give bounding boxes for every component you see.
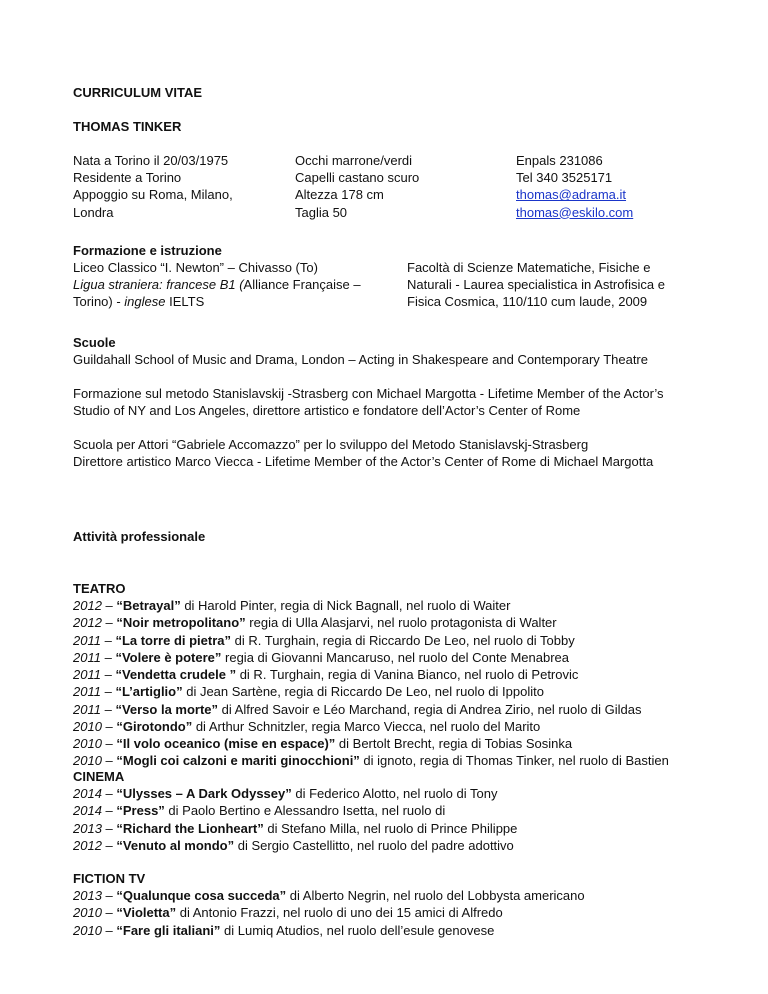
language-school: Alliance Française – [243,277,361,293]
entry-details: di Lumiq Atudios, nel ruolo dell’esule genovese [220,922,495,938]
eyes-info: Occhi marrone/verdi [295,153,413,168]
entry-year: 2011 [73,701,101,717]
entry-title: “Fare gli italiani” [116,922,221,938]
entry-details: di Jean Sartène, regia di Riccardo De Leo, nel ruolo di Ippolito [182,684,544,700]
list-item: 2011 – “La torre di pietra” di R. Turghain, regia di Riccardo De Leo, nel ruolo di Tobby [73,632,575,648]
schools-heading: Scuole [73,335,116,350]
entry-details: di Antonio Frazzi, nel ruolo di uno dei 15 amici di Alfredo [176,905,503,921]
entry-year: 2014 [73,803,102,819]
entry-title: “Qualunque cosa succeda” [116,888,287,903]
high-school: Liceo Classico “I. Newton” – Chivasso (To) [73,260,318,275]
entry-year: 2013 [73,888,102,903]
entry-details: di Alfred Savoir e Léo Marchand, regia di Andrea Zirio, nel ruolo di Gildas [218,701,642,717]
fiction-tv-list [73,887,585,939]
entry-title: “Volere è potere” [115,649,222,665]
personal-col-3 [516,152,633,221]
document-title: CURRICULUM VITAE [73,85,203,100]
fiction-tv-heading: FICTION TV [73,871,146,886]
entry-year: 2013 [73,820,102,836]
entry-title: “Vendetta crudele ” [115,667,237,682]
entry-year: 2010 [73,736,102,751]
entry-title: “Girotondo” [116,718,193,734]
cinema-heading: CINEMA [73,769,125,784]
entry-title: “Richard the Lionheart” [116,820,264,836]
height-info: Altezza 178 cm [295,187,384,203]
entry-details: di Federico Alotto, nel ruolo di Tony [291,786,498,801]
list-item: 2010 – “Girotondo” di Arthur Schnitzler, regia Marco Viecca, nel ruolo del Marito [73,718,541,734]
list-item: 2011 – “Verso la morte” di Alfred Savoir e Léo Marchand, regia di Andrea Zirio, nel ruolo di Gildas [73,701,642,717]
entry-details: di Alberto Negrin, nel ruolo del Lobbysta americano [286,888,585,903]
birth-info: Nata a Torino il 20/03/1975 [73,153,229,168]
teatro-list [73,597,669,770]
email-link-2[interactable]: thomas@eskilo.com [516,204,634,220]
list-item: 2010 – “Violetta” di Antonio Frazzi, nel ruolo di uno dei 15 amici di Alfredo [73,905,503,921]
personal-col-1 [73,152,233,221]
list-item: 2012 – “Betrayal” di Harold Pinter, regia di Nick Bagnall, nel ruolo di Waiter [73,598,511,613]
entry-year: 2010 [73,718,102,734]
list-item: 2014 – “Ulysses – A Dark Odyssey” di Federico Alotto, nel ruolo di Tony [73,786,498,801]
entry-title: “Il volo oceanico (mise en espace)” [116,736,336,751]
entry-title: “Verso la morte” [115,701,219,717]
school-stanislavskij: Formazione sul metodo Stanislavskij -Strasberg con Michael Margotta - Lifetime Member of the Actor’s Studio of NY and Los Angeles, direttore artistico e fondatore dell’Actor’s Center of Rome [73,386,664,419]
entry-year: 2010 [73,753,102,769]
education-left [73,259,361,311]
size-info: Taglia 50 [295,204,348,220]
entry-year: 2012 [73,615,102,631]
language-label: Ligua straniera: francese B1 ( [73,277,244,293]
list-item: 2012 – “Noir metropolitano” regia di Ulla Alasjarvi, nel ruolo protagonista di Walter [73,615,557,631]
entry-title: “Noir metropolitano” [116,615,246,631]
school-guildhall: Guildahall School of Music and Drama, London – Acting in Shakespeare and Contemporary Theatre [73,352,648,367]
languages-line-2: Torino) - inglese IELTS [73,294,205,310]
list-item: 2010 – “Il volo oceanico (mise en espace)” di Bertolt Brecht, regia di Tobias Sosinka [73,736,573,751]
entry-details: regia di Giovanni Mancaruso, nel ruolo del Conte Menabrea [221,649,569,665]
phone-info: Tel 340 3525171 [516,170,613,186]
entry-details: di ignoto, regia di Thomas Tinker, nel ruolo di Bastien [359,753,669,769]
entry-year: 2011 [73,649,101,665]
university-line-1: Facoltà di Scienze Matematiche, Fisiche e [407,260,651,275]
enpals-info: Enpals 231086 [516,153,603,168]
entry-year: 2012 [73,598,102,613]
list-item: 2011 – “L’artiglio” di Jean Sartène, regia di Riccardo De Leo, nel ruolo di Ippolito [73,684,544,700]
person-name: THOMAS TINKER [73,119,182,134]
university-line-3: Fisica Cosmica, 110/110 cum laude, 2009 [407,294,648,310]
entry-title: “L’artiglio” [115,684,183,700]
entry-title: “Ulysses – A Dark Odyssey” [116,786,292,801]
education-right [407,259,665,311]
entry-details: di Paolo Bertino e Alessandro Isetta, nel ruolo di [164,803,446,819]
base-info: Appoggio su Roma, Milano, [73,187,233,203]
entry-year: 2012 [73,837,102,853]
entry-title: “Press” [116,803,165,819]
languages-line [73,276,361,293]
university-line-2: Naturali - Laurea specialistica in Astrofisica e [407,277,665,293]
list-item: 2012 – “Venuto al mondo” di Sergio Castellitto, nel ruolo del padre adottivo [73,837,514,853]
list-item: 2010 – “Mogli coi calzoni e mariti ginocchioni” di ignoto, regia di Thomas Tinker, nel ruolo di Bastien [73,753,669,769]
entry-details: di R. Turghain, regia di Vanina Bianco, nel ruolo di Petrovic [236,667,579,682]
teatro-heading: TEATRO [73,581,126,596]
entry-details: di R. Turghain, regia di Riccardo De Leo, nel ruolo di Tobby [231,632,575,648]
entry-year: 2011 [73,667,101,682]
entry-details: di Bertolt Brecht, regia di Tobias Sosinka [335,736,573,751]
entry-details: di Arthur Schnitzler, regia Marco Viecca, nel ruolo del Marito [192,718,541,734]
entry-details: di Sergio Castellitto, nel ruolo del padre adottivo [234,837,514,853]
entry-title: “Mogli coi calzoni e mariti ginocchioni” [116,753,360,769]
entry-year: 2010 [73,922,102,938]
residence-info: Residente a Torino [73,170,182,186]
personal-col-2 [295,152,419,221]
entry-details: regia di Ulla Alasjarvi, nel ruolo protagonista di Walter [245,615,557,631]
base-info-cont: Londra [73,204,114,220]
list-item: 2013 – “Qualunque cosa succeda” di Alberto Negrin, nel ruolo del Lobbysta americano [73,888,585,903]
entry-title: “Venuto al mondo” [116,837,235,853]
school-accomazzo: Scuola per Attori “Gabriele Accomazzo” per lo sviluppo del Metodo Stanislavskj-Strasberg Direttore artistico Marco Viecca - Lifetime Member of the Actor’s Center of Rome di Michael Margotta [73,437,654,470]
hair-info: Capelli castano scuro [295,170,420,186]
english-label: inglese [124,294,166,310]
cinema-list [73,785,517,854]
entry-details: di Stefano Milla, nel ruolo di Prince Philippe [263,820,518,836]
entry-year: 2014 [73,786,102,801]
entry-year: 2011 [73,632,101,648]
list-item: 2014 – “Press” di Paolo Bertino e Alessandro Isetta, nel ruolo di [73,803,446,819]
entry-title: “Betrayal” [116,598,181,613]
education-heading: Formazione e istruzione [73,243,222,258]
email-link-1[interactable]: thomas@adrama.it [516,187,627,203]
list-item: 2013 – “Richard the Lionheart” di Stefano Milla, nel ruolo di Prince Philippe [73,820,518,836]
list-item: 2011 – “Volere è potere” regia di Giovanni Mancaruso, nel ruolo del Conte Menabrea [73,649,569,665]
professional-heading: Attività professionale [73,529,206,544]
list-item: 2010 – “Fare gli italiani” di Lumiq Atudios, nel ruolo dell’esule genovese [73,922,495,938]
entry-details: di Harold Pinter, regia di Nick Bagnall, nel ruolo di Waiter [180,598,511,613]
entry-title: “La torre di pietra” [115,632,232,648]
entry-year: 2011 [73,684,101,700]
entry-year: 2010 [73,905,102,921]
entry-title: “Violetta” [116,905,177,921]
list-item: 2011 – “Vendetta crudele ” di R. Turghain, regia di Vanina Bianco, nel ruolo di Petrovic [73,667,579,682]
